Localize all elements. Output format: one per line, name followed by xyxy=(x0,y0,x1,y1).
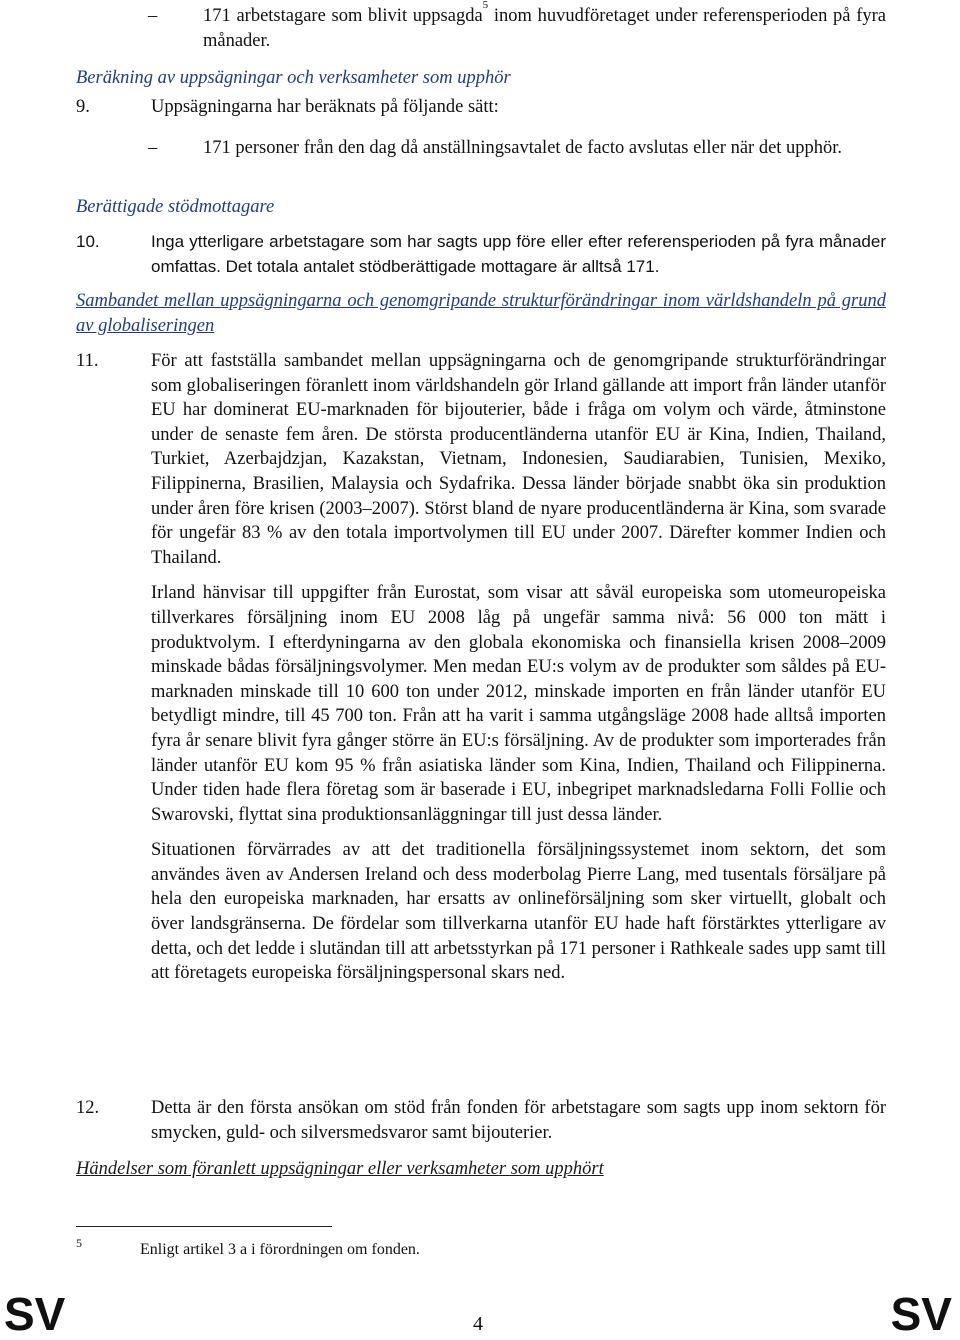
item-text-cont: inom huvudföretaget under referensperioden på fyra månader. xyxy=(203,6,886,51)
paragraph-number: 11. xyxy=(76,351,99,371)
item-text: 171 arbetstagare som blivit uppsagda xyxy=(203,6,483,26)
dash-bullet: – xyxy=(148,138,158,158)
paragraph-text: Uppsägningarna har beräknats på följande sätt: xyxy=(151,97,499,117)
paragraph-text: För att fastställa sambandet mellan uppsägningarna och de genomgripande strukturförändringar som globaliseringen föranlett inom världshandeln gör Irland gällande att import från länder utanför EU har dominerat EU-marknaden för bijouterier, både i fråga om volym och värde, åtminstone under de senaste fem åren. De största producentländerna utanför EU är Kina, Indien, Thailand, Turkiet, Azerbajdzjan, Kazakstan, Vietnam, Indonesien, Saudiarabien, Tunisien, Mexiko, Filippinerna, Brasilien, Malaysia och Sydafrika. Dessa länder började snabbt öka sin produktion under åren före krisen (2003–2007). Störst bland de nyare producentländerna är Kina, som svarade för ungefär 83 % av den totala importvolymen till EU under 2007. Därefter kommer Indien och Thailand. xyxy=(151,351,886,568)
paragraph-number: 9. xyxy=(76,97,90,117)
paragraph-10 xyxy=(76,229,886,279)
page-number: 4 xyxy=(473,1313,483,1335)
section-heading-globalisation: Sambandet mellan uppsägningarna och genomgripande strukturförändringar inom världshandeln på grund av globaliseringen xyxy=(76,291,886,336)
item-text: 171 personer från den dag då anställningsavtalet de facto avslutas eller när det upphör. xyxy=(203,138,843,158)
footnote-divider xyxy=(76,1226,332,1227)
paragraph-9 xyxy=(76,95,886,120)
footnote-number: 5 xyxy=(76,1236,82,1250)
paragraph-11 xyxy=(76,349,886,986)
section-heading-eligible: Berättigade stödmottagare xyxy=(76,197,275,217)
dash-bullet: – xyxy=(148,6,158,26)
list-item-171-persons xyxy=(148,136,886,161)
paragraph-text: Inga ytterligare arbetstagare som har sagts upp före eller efter referensperioden på fyra månader omfattas. Det totala antalet stödberättigade mottagare är alltså 171. xyxy=(151,232,886,276)
footer-language-left: SV xyxy=(4,1288,66,1340)
footnote-text: Enligt artikel 3 a i förordningen om fonden. xyxy=(140,1241,420,1258)
paragraph-12 xyxy=(76,1096,886,1145)
list-item-171-dismissed xyxy=(148,0,886,53)
paragraph-text: Situationen förvärrades av att det traditionella försäljningssystemet inom sektorn, det som användes även av Andersen Ireland och dess moderbolag Pierre Lang, med tusentals försäljare på hela den europeiska marknaden, har ersatts av onlineförsäljning som sker virtuellt, globalt och över landsgränserna. De fördelar som tillverkarna utanför EU hade haft förstärktes ytterligare av detta, och det ledde i slutändan till att arbetsstyrkan på 171 personer i Rathkeale sades upp samt till att företagets europeiska försäljningspersonal skars ned. xyxy=(151,840,886,984)
footnote-ref[interactable]: 5 xyxy=(482,0,489,11)
section-heading-events: Händelser som föranlett uppsägningar eller verksamheter som upphört xyxy=(76,1159,604,1179)
section-heading-calculation: Beräkning av uppsägningar och verksamheter som upphör xyxy=(76,68,511,88)
paragraph-text: Detta är den första ansökan om stöd från fonden för arbetstagare som sagts upp inom sektorn för smycken, guld- och silversmedsvaror samt bijouterier. xyxy=(151,1098,886,1143)
paragraph-text: Irland hänvisar till uppgifter från Eurostat, som visar att såväl europeiska som utomeuropeiska tillverkares försäljning inom EU 2008 låg på ungefär samma nivå: 56 000 ton mätt i produktvolym. I efterdyningarna av den globala ekonomiska och finansiella krisen 2008–2009 minskade bådas försäljningsvolymer. Men medan EU:s volym av de produkter som såldes på EU-marknaden minskade till 10 600 ton under 2012, minskade importen en från länder utanför EU betydligt mindre, till 45 700 ton. Från att ha varit i samma utgångsläge 2008 hade alltså importen fyra år senare blivit fyra gånger större än EU:s försäljning. Av de produkter som importerades från länder utanför EU kom 95 % från asiatiska länder som Kina, Indien, Thailand och Filippinerna. Under tiden hade flera företag som är baserade i EU, inbegripet marknadsledarna Folli Follie och Swarovski, flyttat sina produktionsanläggningar till just dessa länder. xyxy=(151,583,886,825)
paragraph-number: 12. xyxy=(76,1098,100,1118)
paragraph-number: 10. xyxy=(76,232,100,251)
footer-language-right: SV xyxy=(890,1288,952,1340)
